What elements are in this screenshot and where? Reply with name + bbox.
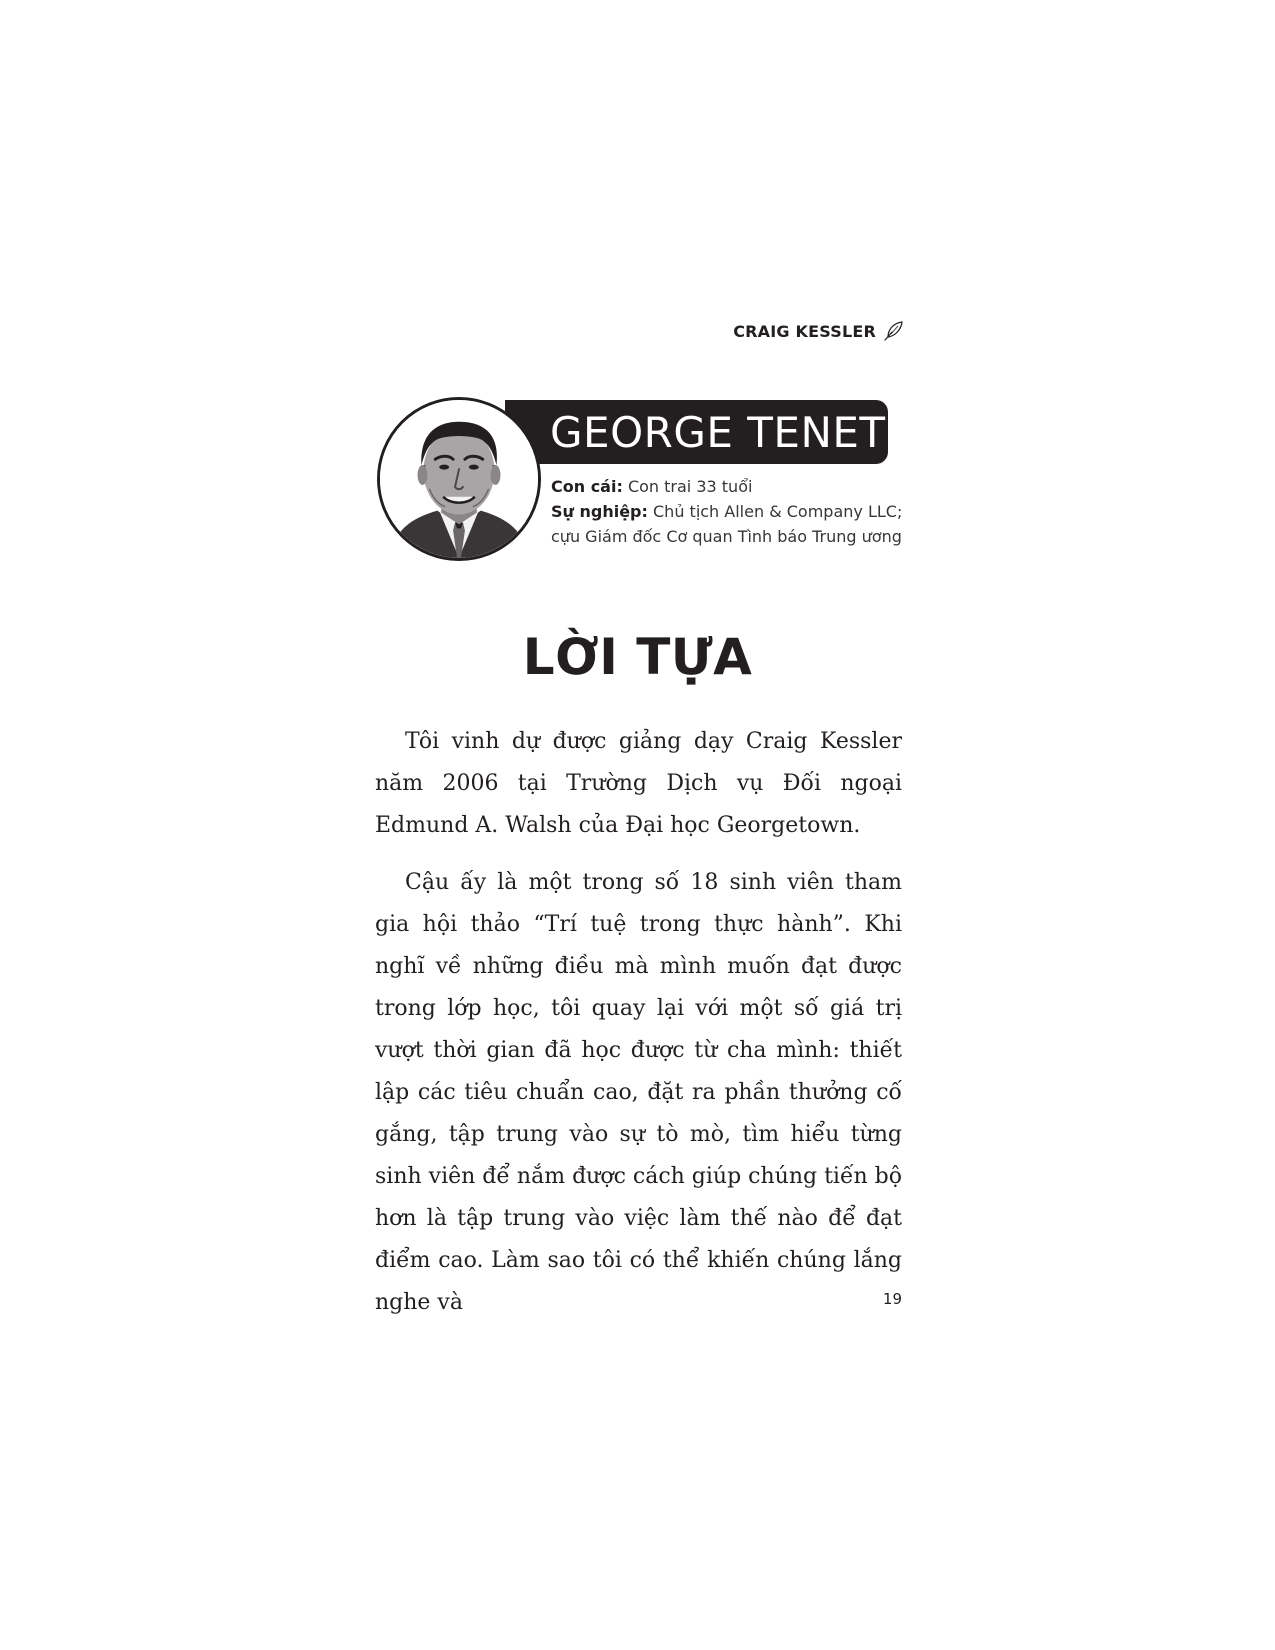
running-head [700,318,904,344]
profile-facts [551,474,911,549]
career-label: Sự nghiệp: [551,502,648,521]
paragraph: Tôi vinh dự được giảng dạy Craig Kessler năm 2006 tại Trường Dịch vụ Đối ngoại Edmund A. Walsh của Đại học Georgetown. [375,729,902,838]
portrait-illustration [377,397,541,561]
children-line [551,474,911,499]
career-line-2 [551,524,911,549]
children-value: Con trai 33 tuổi [627,477,753,496]
career-value-line1: Chủ tịch Allen & Company LLC; [653,502,903,521]
feather-quill-icon [882,320,904,342]
career-line [551,499,911,524]
page-number: 19 [882,1290,902,1308]
profile-name: GEORGE TENET [550,408,886,457]
body-text [375,721,902,1339]
career-value-line2: cựu Giám đốc Cơ quan Tình báo Trung ương [551,527,902,546]
chapter-title: LỜI TỰA [522,628,753,686]
paragraph: Cậu ấy là một trong số 18 sinh viên tham gia hội thảo “Trí tuệ trong thực hành”. Khi nghĩ về những điều mà mình muốn đạt được trong lớp học, tôi quay lại với một số giá trị vượt thời gian đã học được từ cha mình: thiết lập các tiêu chuẩn cao, đặt ra phần thưởng cố gắng, tập trung vào sự tò mò, tìm hiểu từng sinh viên để nắm được cách giúp chúng tiến bộ hơn là tập trung vào việc làm thế nào để đạt điểm cao. Làm sao tôi có thể khiến chúng lắng nghe và [375,870,902,1315]
children-label: Con cái: [551,477,623,496]
running-head-author: CRAIG KESSLER [733,321,876,341]
